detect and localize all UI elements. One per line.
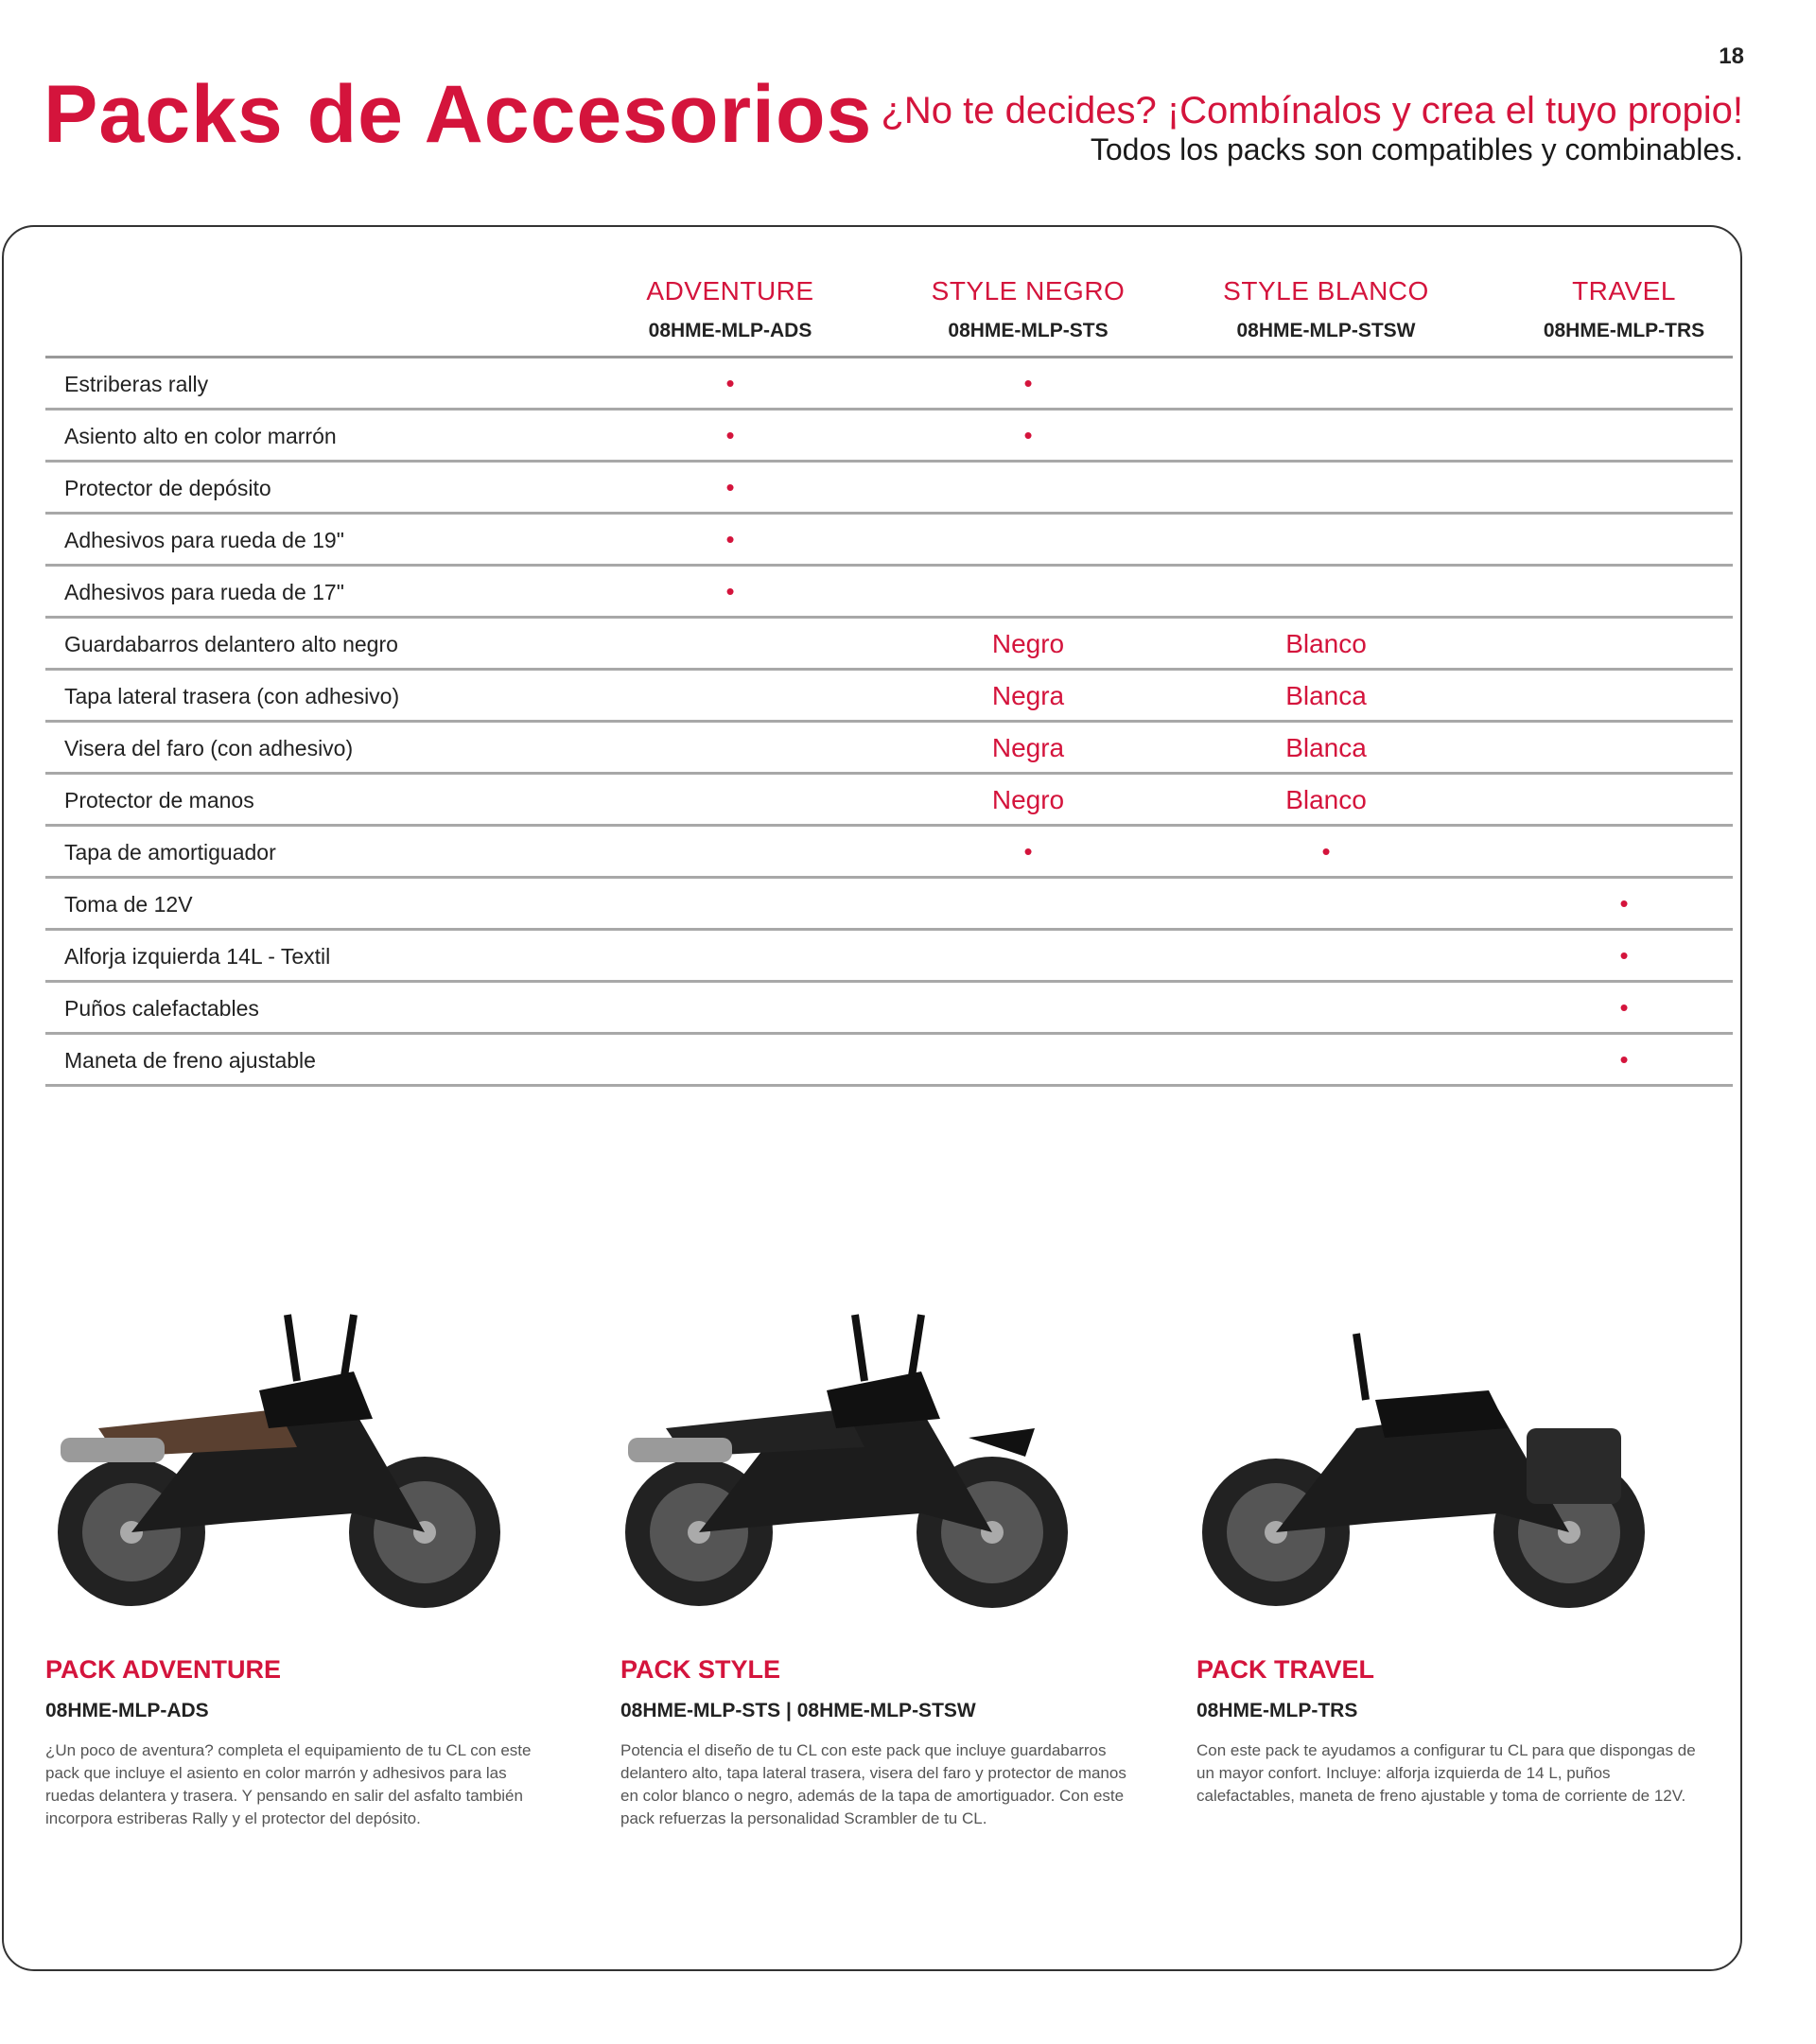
color-option: Negro [991, 629, 1065, 658]
motorcycle-icon [42, 1296, 515, 1627]
feature-label: Puños calefactables [64, 996, 259, 1021]
color-option: Blanco [1285, 629, 1367, 658]
table-row [45, 724, 1733, 775]
pack-title: PACK ADVENTURE [45, 1655, 282, 1684]
feature-label: Adhesivos para rueda de 19" [64, 528, 344, 552]
pack-code: 08HME-MLP-ADS [45, 1700, 209, 1721]
table-row [45, 984, 1733, 1035]
table-row [45, 932, 1733, 983]
table-row [45, 515, 1733, 567]
comparison-table [45, 269, 1733, 1087]
feature-label: Protector de manos [64, 788, 254, 812]
table-row [45, 359, 1733, 411]
color-option: Blanco [1285, 785, 1367, 814]
table-row [45, 411, 1733, 463]
included-dot: • [725, 525, 735, 553]
column-code: 08HME-MLP-STSW [1236, 320, 1416, 341]
column-code: 08HME-MLP-STS [948, 320, 1109, 341]
column-header-adventure [584, 269, 877, 342]
included-dot: • [1023, 837, 1033, 865]
color-option: Negro [991, 785, 1065, 814]
tagline-line-1: ¿No te decides? ¡Combínalos y crea el tuyo propio! [881, 90, 1743, 131]
feature-label: Toma de 12V [64, 892, 193, 917]
pack-travel [1196, 1655, 1707, 1808]
table-row [45, 463, 1733, 515]
pack-description: Potencia el diseño de tu CL con este pack que incluye guardabarros delantero alto, tapa lateral trasera, visera del faro y protector de manos en color blanco o negro, además de la tapa de amortiguador. Con este pack refuerzas la personalidad Scrambler de tu CL. [620, 1741, 1126, 1828]
table-row [45, 776, 1733, 827]
page-title: Packs de Accesorios [44, 69, 873, 160]
included-dot: • [1321, 837, 1331, 865]
included-dot: • [1619, 941, 1629, 970]
column-name: TRAVEL [1572, 276, 1676, 306]
color-option: Negra [991, 681, 1065, 710]
feature-label: Visera del faro (con adhesivo) [64, 736, 354, 760]
feature-label: Maneta de freno ajustable [64, 1048, 316, 1073]
bike-image-adventure [42, 1296, 515, 1627]
pack-description: ¿Un poco de aventura? completa el equipamiento de tu CL con este pack que incluye el asiento en color marrón y adhesivos para las ruedas delantera y trasera. Y pensando en salir del asfalto también incorpora estriberas Rally y el protector del depósito. [45, 1741, 532, 1828]
table-row [45, 620, 1733, 671]
table-row [45, 880, 1733, 931]
pack-style [620, 1655, 1131, 1831]
included-dot: • [1023, 369, 1033, 397]
pack-title: PACK TRAVEL [1196, 1655, 1374, 1684]
column-header-travel [1477, 269, 1771, 342]
pack-code: 08HME-MLP-STS | 08HME-MLP-STSW [620, 1700, 976, 1721]
pack-title: PACK STYLE [620, 1655, 781, 1684]
column-name: ADVENTURE [646, 276, 814, 306]
feature-label: Alforja izquierda 14L - Textil [64, 944, 331, 969]
table-row [45, 672, 1733, 723]
column-code: 08HME-MLP-ADS [648, 320, 812, 341]
table-row [45, 1036, 1733, 1087]
included-dot: • [1619, 1045, 1629, 1074]
bike-image-style [609, 1296, 1082, 1627]
feature-label: Estriberas rally [64, 372, 209, 396]
tagline [881, 91, 1743, 168]
bike-image-travel [1186, 1296, 1659, 1627]
table-body [45, 359, 1733, 1087]
column-code: 08HME-MLP-TRS [1543, 320, 1705, 341]
pack-code: 08HME-MLP-TRS [1196, 1700, 1358, 1721]
feature-label: Protector de depósito [64, 476, 271, 500]
included-dot: • [1619, 993, 1629, 1022]
pack-adventure [45, 1655, 556, 1831]
color-option: Blanca [1285, 733, 1367, 762]
table-header [45, 269, 1733, 358]
included-dot: • [725, 421, 735, 449]
page-number: 18 [1719, 44, 1744, 69]
column-name: STYLE BLANCO [1223, 276, 1429, 306]
column-header-style-blanco [1179, 269, 1473, 342]
included-dot: • [725, 369, 735, 397]
pack-description: Con este pack te ayudamos a configurar tu CL para que dispongas de un mayor confort. Incluye: alforja izquierda de 14 L, puños calefactables, maneta de freno ajustable y toma de corriente de 12V. [1196, 1741, 1696, 1806]
feature-label: Tapa de amortiguador [64, 840, 276, 865]
feature-label: Tapa lateral trasera (con adhesivo) [64, 684, 400, 708]
included-dot: • [725, 473, 735, 501]
motorcycle-icon [1186, 1296, 1659, 1627]
included-dot: • [1619, 889, 1629, 917]
included-dot: • [1023, 421, 1033, 449]
feature-label: Adhesivos para rueda de 17" [64, 580, 344, 604]
color-option: Negra [991, 733, 1065, 762]
feature-label: Asiento alto en color marrón [64, 424, 337, 448]
feature-label: Guardabarros delantero alto negro [64, 632, 398, 656]
column-name: STYLE NEGRO [931, 276, 1126, 306]
table-row [45, 828, 1733, 879]
motorcycle-icon [609, 1296, 1082, 1627]
table-row [45, 568, 1733, 619]
color-option: Blanca [1285, 681, 1367, 710]
column-header-style-negro [882, 269, 1175, 342]
accessories-panel [2, 225, 1742, 1971]
tagline-line-2: Todos los packs son compatibles y combinables. [1090, 132, 1743, 166]
included-dot: • [725, 577, 735, 605]
